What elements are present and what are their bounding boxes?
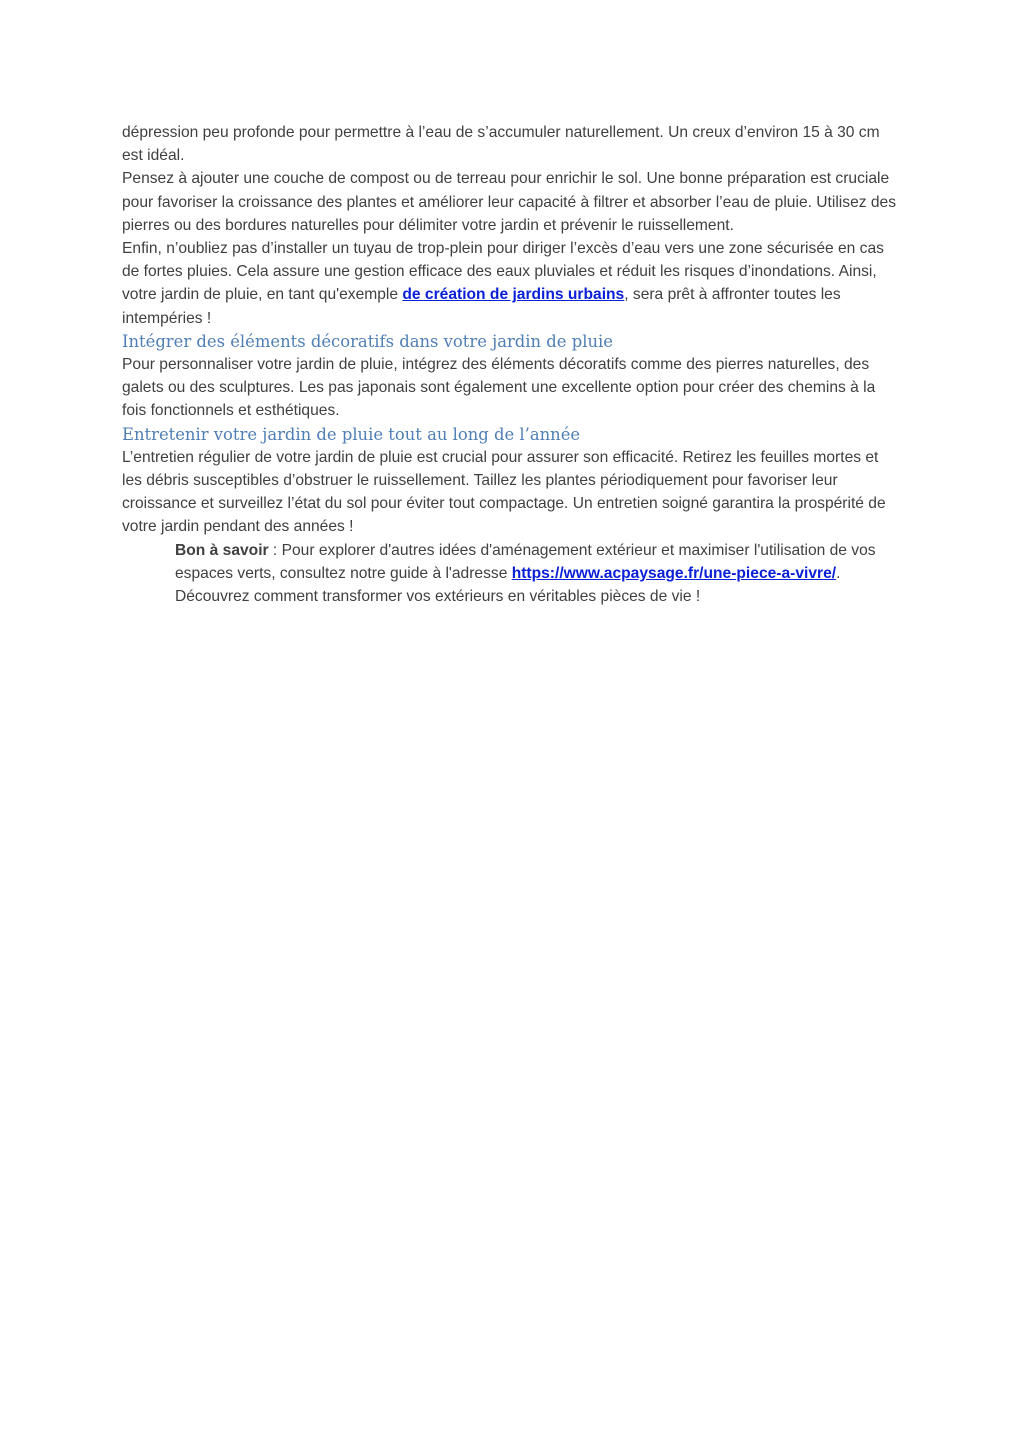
paragraph-overflow-text: Enfin, n’oubliez pas d’installer un tuyau de trop-plein pour diriger l’excès d’eau vers une zone sécurisée en cas de fortes pluies. Cela assure une gestion efficace des eaux pluviales et réduit les risques d’inondations. Ainsi, votre jardin de pluie, en tant qu'exemple xyxy=(122,240,884,304)
paragraph-overflow-end: , sera prêt à affronter toutes les intempéries ! xyxy=(122,286,841,327)
note-label: Bon à savoir xyxy=(175,541,269,559)
note-end: . Découvrez comment transformer vos extérieurs en véritables pièces de vie ! xyxy=(175,564,841,606)
heading-maintenance: Entretenir votre jardin de pluie tout au long de l’année xyxy=(122,424,581,444)
acpaysage-link[interactable]: https://www.acpaysage.fr/une-piece-a-vivre/ xyxy=(511,564,837,582)
note-text: : Pour explorer d'autres idées d'aménagement extérieur et maximiser l'utilisation de vos espaces verts, consultez notre guide à l'adresse xyxy=(175,541,876,582)
paragraph-decorative: Pour personnaliser votre jardin de pluie, intégrez des éléments décoratifs comme des pierres naturelles, des galets ou des sculptures. Les pas japonais sont également une excellente option pour créer des chemins à la fois fonctionnels et esthétiques. xyxy=(122,356,876,420)
urban-gardens-link[interactable]: de création de jardins urbains xyxy=(402,286,625,304)
good-to-know-note xyxy=(175,539,902,609)
paragraph-compost: Pensez à ajouter une couche de compost ou de terreau pour enrichir le sol. Une bonne préparation est cruciale pour favoriser la croissance des plantes et améliorer leur capacité à filtrer et absorber l’eau de pluie. Utilisez des pierres ou des bordures naturelles pour délimiter votre jardin et prévenir le ruissellement. xyxy=(122,170,897,234)
paragraph-overflow xyxy=(122,237,902,330)
paragraph-maintenance: L’entretien régulier de votre jardin de pluie est crucial pour assurer son efficacité. Retirez les feuilles mortes et les débris susceptibles d’obstruer le ruissellement. Taillez les plantes périodiquement pour favoriser leur croissance et surveillez l’état du sol pour éviter tout compactage. Un entretien soigné garantira la prospérité de votre jardin pendant des années ! xyxy=(122,448,886,536)
document-page xyxy=(122,121,902,608)
heading-decorative-elements: Intégrer des éléments décoratifs dans votre jardin de pluie xyxy=(122,331,613,351)
paragraph-intro: dépression peu profonde pour permettre à l’eau de s’accumuler naturellement. Un creux d’environ 15 à 30 cm est idéal. xyxy=(122,124,880,165)
